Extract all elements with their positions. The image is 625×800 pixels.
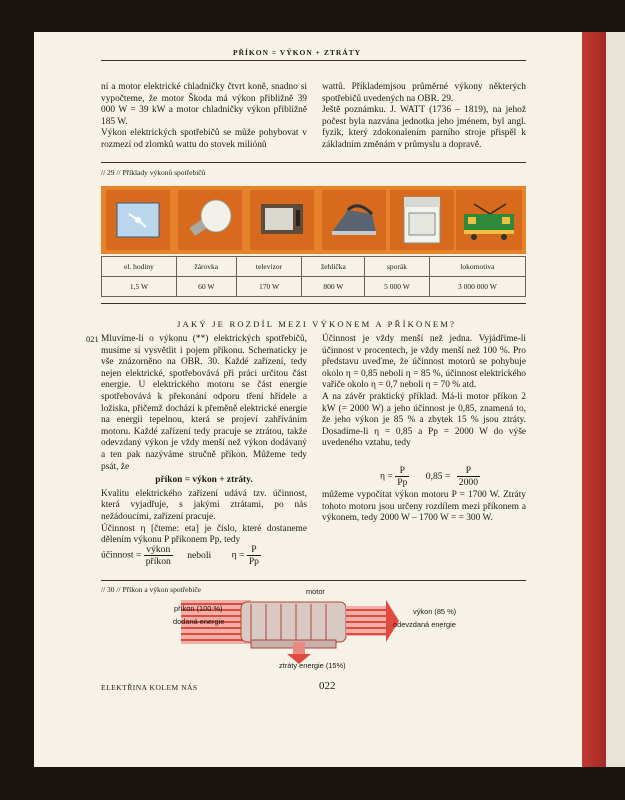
output-sub-label: odevzdaná energie (393, 620, 456, 629)
table-cell: 5 000 W (365, 277, 430, 297)
fraction (247, 544, 261, 567)
paragraph: Výkon elektrických spotřebičů se může pohybovat v rozmezí od zlomků wattu do stovek miliónů (101, 128, 307, 150)
table-cell: el. hodiny (102, 257, 177, 277)
formula-text: η = (231, 549, 245, 561)
tv-icon (250, 190, 314, 250)
formula-text: 0,85 = (425, 470, 451, 482)
top-right-column (322, 82, 526, 152)
paragraph: ní a motor elektrické chladničky čtvrt koně, snadno si vypočteme, že motor Škoda má výkon přibližně 39 000 W = 39 kW a motor chladničky výkon přibližně 185 W. (101, 82, 307, 127)
paragraph: Kvalitu elektrického zařízení udává tzv. účinnost, která vyjadřuje, s jakými ztrátami, po nás nežádoucími, zařízení pracuje. (101, 488, 307, 522)
fraction (144, 544, 173, 567)
table-row (102, 257, 526, 277)
fraction (457, 465, 480, 488)
figure-30-caption: // 30 // Příkon a výkon spotřebiče (101, 585, 201, 594)
formula-text: neboli (187, 549, 212, 561)
numerator: P (395, 465, 409, 477)
paragraph: Účinnost je vždy menší než jedna. Vyjádříme-li účinnost v procentech, je vždy menší než 100 %. Pro představu uveďme, že účinnost motorů se pohybuje okolo η = 0,85 neboli η = 85 %, účinnost elektrického vařiče okolo η = 0,7 neboli η = 70 % atd. (322, 334, 526, 391)
table-cell: 3 000 000 W (429, 277, 525, 297)
denominator: příkon (145, 556, 171, 567)
table-cell: 1,5 W (102, 277, 177, 297)
footer-title: ELEKTŘINA KOLEM NÁS (101, 683, 198, 692)
table-cell: 800 W (302, 277, 365, 297)
denominator: 2000 (458, 477, 478, 488)
output-energy-arrow (346, 600, 399, 642)
motor-label: motor (306, 587, 325, 596)
table-cell: žárovka (176, 257, 236, 277)
input-sub-label: dodaná energie (173, 617, 225, 626)
numerator: P (457, 465, 480, 477)
paragraph: Mluvíme-li o výkonu (**) elektrických spotřebičů, musíme si vysvětlit i pojem příkonu. Schematicky je vše znázorněno na OBR. 30. Každé zařízení, tedy nejen elektrické, spotřebovává při práci určitou část energie. U elektrického motoru se část energie spotřebovává k překonání odporu tření hřídele a ložiska, přičemž dochází k přeměně elektrické energie na energii tepelnou, která se projeví zahříváním motoru. Každé zařízení tedy pracuje se ztrátou, takže odevzdaný výkon je vždy menší než výkon dodávaný a ten pak nazýváme stručně příkon. Můžeme tedy psát, že (101, 334, 307, 472)
table-row (102, 277, 526, 297)
denominator: Pp (397, 477, 408, 488)
iron-icon (322, 190, 386, 250)
book-cover-edge (582, 32, 606, 767)
fraction (395, 465, 409, 488)
paragraph: Ještě poznámku. J. WATT (1736 – 1819), na jehož počest byla nazvána jednotka jeho jménem, byl angl. fyzik, který zdokonalením parního stroje přispěl k základním změnám v průmyslu a dopravě. (322, 105, 526, 150)
example-formula (380, 465, 480, 488)
paragraph: můžeme vypočítat výkon motoru P = 1700 W. Ztráty tohoto motoru jsou určeny rozdílem mezi příkonem a výkonem, tedy 2000 W – 1700 W = = 300 W. (322, 490, 526, 524)
page-number: 022 (319, 680, 336, 692)
figure-29-caption: // 29 // Příklady výkonů spotřebičů (101, 168, 206, 177)
locomotive-icon (456, 190, 522, 250)
table-cell: žehlička (302, 257, 365, 277)
table-cell: lokomotiva (429, 257, 525, 277)
table-cell: 170 W (236, 277, 302, 297)
table-cell: 60 W (176, 277, 236, 297)
top-rule (101, 60, 526, 61)
right-column (322, 334, 526, 450)
clock-icon (106, 190, 170, 250)
figure-rule (101, 580, 526, 581)
denominator: Pp (248, 556, 259, 567)
bulb-icon (178, 190, 242, 250)
formula-power: příkon = výkon + ztráty. (155, 475, 253, 486)
right-column-end (322, 490, 526, 525)
output-label: výkon (85 %) (413, 607, 457, 616)
paragraph: A na závěr praktický příklad. Má-li motor příkon 2 kW (= 2000 W) a jeho účinnost je 0,85, znamená to, že jeho výkon je 85 % a zbytek 15 % jsou ztráty. Dosadíme-li η = 0,85 a Pp = 2000 W do výše uvedeného vztahu, tedy (322, 391, 526, 449)
numerator: výkon (144, 544, 173, 556)
top-left-column (101, 82, 307, 152)
paragraph: Účinnost η [čteme: eta] je číslo, které dostaneme dělením výkonu P příkonem Pp, tedy (101, 523, 307, 546)
figure-rule (101, 162, 526, 163)
loss-label: ztráty energie (15%) (279, 661, 346, 670)
formula-text: η = (380, 470, 393, 482)
input-label: příkon (100 %) (174, 604, 223, 613)
efficiency-formula (101, 544, 261, 567)
running-head: PŘÍKON = VÝKON + ZTRÁTY (233, 48, 362, 57)
page-edge (606, 32, 625, 767)
motor-drawing (241, 602, 346, 648)
numerator: P (247, 544, 261, 556)
formula-text: účinnost = (101, 549, 142, 561)
paragraph: wattů. Příklademjsou průměrné výkony některých spotřebičů uvedených na OBR. 29. (322, 82, 526, 104)
section-heading: JAKÝ JE ROZDÍL MEZI VÝKONEM A PŘÍKONEM? (177, 319, 457, 329)
section-rule (101, 303, 526, 304)
stove-icon (390, 190, 454, 250)
left-column (101, 334, 307, 547)
figure-29-table (101, 256, 526, 297)
margin-number: 021 (86, 334, 99, 344)
table-cell: televizor (236, 257, 302, 277)
table-cell: sporák (365, 257, 430, 277)
